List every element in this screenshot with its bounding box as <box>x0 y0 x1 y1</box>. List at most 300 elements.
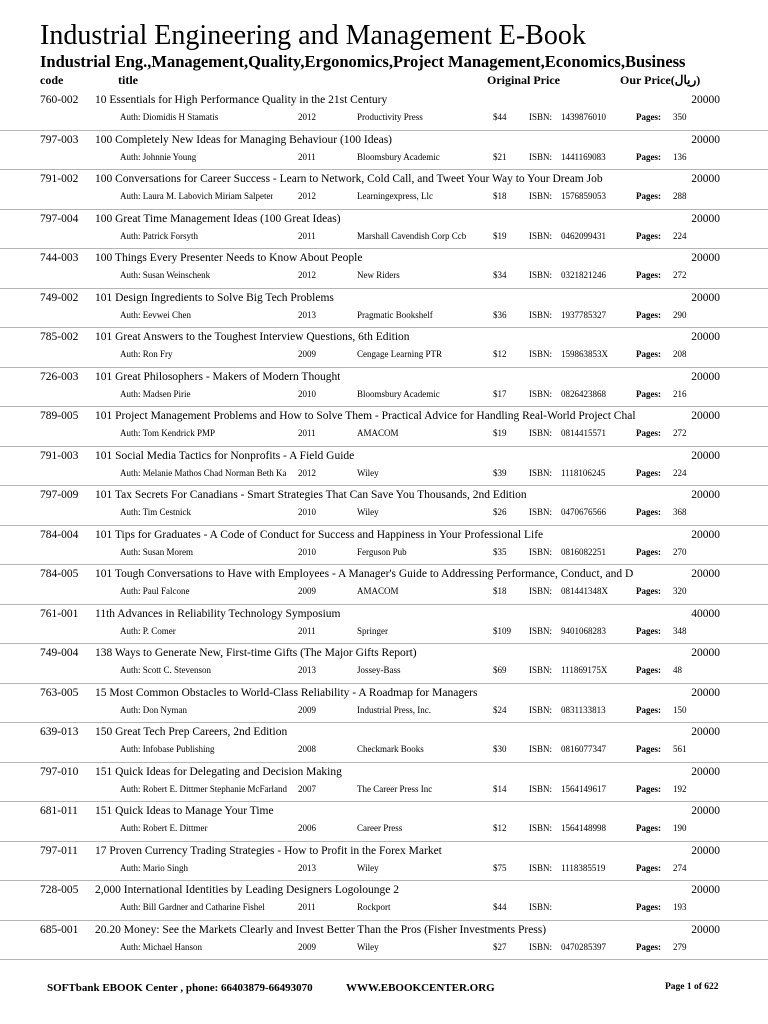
pages-label: Pages: <box>636 941 661 952</box>
book-entry <box>0 328 768 368</box>
footer-page-number: Page 1 of 622 <box>665 982 719 992</box>
auth-label: Auth: <box>120 467 141 478</box>
author-name: Johnnie Young <box>142 151 197 162</box>
isbn-label: ISBN: <box>529 309 553 320</box>
pages-label: Pages: <box>636 665 661 675</box>
book-author <box>120 942 202 952</box>
pages-label: Pages: <box>636 902 661 912</box>
book-entry <box>0 131 768 171</box>
book-entry <box>0 170 768 210</box>
book-publisher: Checkmark Books <box>357 744 424 754</box>
book-title: 11th Advances in Reliability Technology Symposium <box>95 607 341 620</box>
author-name: Melanie Mathos Chad Norman Beth Ka <box>142 467 287 478</box>
pages-label: Pages: <box>636 270 661 280</box>
book-our-price: 20000 <box>691 844 720 857</box>
book-title: 151 Quick Ideas for Delegating and Decision Making <box>95 765 342 778</box>
book-code: 681-011 <box>40 805 78 817</box>
book-code: 761-001 <box>40 607 79 620</box>
auth-label: Auth: <box>120 151 141 162</box>
book-isbn: 0470676566 <box>561 507 606 517</box>
book-year: 2011 <box>298 902 316 912</box>
book-entry <box>0 763 768 803</box>
column-headers <box>0 73 768 89</box>
book-publisher: Rockport <box>357 902 391 912</box>
page-title: Industrial Engineering and Management E-Book <box>40 20 586 51</box>
pages-label: Pages: <box>636 546 661 557</box>
book-title: 101 Design Ingredients to Solve Big Tech Problems <box>95 291 334 304</box>
book-pages: 136 <box>673 151 687 162</box>
book-publisher: Wiley <box>357 862 379 873</box>
book-title: 100 Conversations for Career Success - Learn to Network, Cold Call, and Tweet Your Way to Your Dream Job <box>95 173 603 185</box>
isbn-label: ISBN: <box>529 151 553 162</box>
book-original-price: $12 <box>493 823 507 833</box>
book-author <box>120 112 218 122</box>
book-title: 101 Great Answers to the Toughest Interview Questions, 6th Edition <box>95 331 410 343</box>
book-publisher: Learningexpress, Llc <box>357 191 433 201</box>
author-name: Don Nyman <box>142 704 188 715</box>
book-entry <box>0 644 768 684</box>
book-author <box>120 547 193 557</box>
book-pages: 274 <box>673 862 687 873</box>
book-original-price: $17 <box>493 388 507 399</box>
author-name: Tim Cestnick <box>142 507 192 517</box>
book-entry <box>0 881 768 921</box>
book-publisher: The Career Press Inc <box>357 783 433 794</box>
book-original-price: $39 <box>493 467 507 478</box>
page-subtitle: Industrial Eng.,Management,Quality,Ergonomics,Project Management,Economics,Business <box>40 52 686 71</box>
book-our-price: 20000 <box>691 370 720 383</box>
isbn-label: ISBN: <box>529 428 553 438</box>
book-original-price: $44 <box>493 902 507 912</box>
book-year: 2012 <box>298 467 316 478</box>
book-author <box>120 586 190 596</box>
book-code: 791-003 <box>40 449 79 462</box>
book-publisher: Marshall Cavendish Corp Ccb <box>357 230 467 241</box>
book-original-price: $109 <box>493 625 511 636</box>
book-year: 2010 <box>298 388 316 399</box>
book-isbn: 081441348X <box>561 586 608 596</box>
book-year: 2013 <box>298 665 316 675</box>
book-title: 101 Great Philosophers - Makers of Modern Thought <box>95 370 341 383</box>
book-code: 797-003 <box>40 133 79 146</box>
auth-label: Auth: <box>120 783 141 794</box>
book-entry <box>0 723 768 763</box>
book-title: 17 Proven Currency Trading Strategies - How to Profit in the Forex Market <box>95 844 442 857</box>
pages-label: Pages: <box>636 744 661 754</box>
book-isbn: 1564148998 <box>561 823 606 833</box>
book-code: 791-002 <box>40 173 79 185</box>
book-our-price: 20000 <box>691 923 720 936</box>
book-publisher: Industrial Press, Inc. <box>357 704 431 715</box>
book-code: 639-013 <box>40 726 79 738</box>
auth-label: Auth: <box>120 191 141 201</box>
isbn-label: ISBN: <box>529 507 553 517</box>
book-year: 2009 <box>298 704 316 715</box>
book-code: 728-005 <box>40 884 79 896</box>
book-entry <box>0 921 768 961</box>
book-title: 150 Great Tech Prep Careers, 2nd Edition <box>95 726 288 738</box>
isbn-label: ISBN: <box>529 902 553 912</box>
book-entry <box>0 802 768 842</box>
book-entry <box>0 605 768 645</box>
book-title: 100 Great Time Management Ideas (100 Great Ideas) <box>95 212 341 225</box>
book-our-price: 20000 <box>691 252 720 264</box>
book-year: 2012 <box>298 191 316 201</box>
book-title: 138 Ways to Generate New, First-time Gifts (The Major Gifts Report) <box>95 647 417 659</box>
book-our-price: 20000 <box>691 686 720 699</box>
book-publisher: AMACOM <box>357 586 399 596</box>
book-title: 101 Project Management Problems and How to Solve Them - Practical Advice for Handling Real-World Project Chal <box>95 410 636 422</box>
book-year: 2008 <box>298 744 316 754</box>
pages-label: Pages: <box>636 191 661 201</box>
book-original-price: $75 <box>493 862 507 873</box>
auth-label: Auth: <box>120 230 141 241</box>
author-name: Robert E. Dittmer Stephanie McFarland <box>142 783 287 794</box>
isbn-label: ISBN: <box>529 783 553 794</box>
book-author <box>120 270 210 280</box>
book-publisher: Jossey-Bass <box>357 665 401 675</box>
book-code: 789-005 <box>40 410 79 422</box>
book-title: 101 Social Media Tactics for Nonprofits - A Field Guide <box>95 449 355 462</box>
book-entry <box>0 407 768 447</box>
auth-label: Auth: <box>120 309 141 320</box>
footer-contact: SOFTbank EBOOK Center , phone: 66403879-66493070 <box>47 982 313 994</box>
book-original-price: $36 <box>493 309 507 320</box>
book-author <box>120 310 191 320</box>
book-isbn: 1118106245 <box>561 467 606 478</box>
book-year: 2009 <box>298 941 316 952</box>
book-author <box>120 507 191 517</box>
pages-label: Pages: <box>636 388 661 399</box>
book-author <box>120 744 215 754</box>
book-code: 797-010 <box>40 765 79 778</box>
auth-label: Auth: <box>120 704 141 715</box>
book-isbn: 0826423868 <box>561 388 606 399</box>
column-header-code: code <box>40 73 64 87</box>
book-author <box>120 349 173 359</box>
book-isbn: 0816082251 <box>561 546 606 557</box>
book-title: 101 Tips for Graduates - A Code of Conduct for Success and Happiness in Your Professional Life <box>95 528 544 541</box>
book-author <box>120 152 196 162</box>
book-year: 2013 <box>298 862 316 873</box>
author-name: Paul Falcone <box>142 586 190 596</box>
book-entry <box>0 526 768 566</box>
isbn-label: ISBN: <box>529 704 553 715</box>
auth-label: Auth: <box>120 388 141 399</box>
book-title: 10 Essentials for High Performance Quality in the 21st Century <box>95 94 388 106</box>
book-our-price: 20000 <box>691 212 720 225</box>
book-year: 2011 <box>298 428 316 438</box>
author-name: Susan Morem <box>142 546 194 557</box>
auth-label: Auth: <box>120 112 141 122</box>
book-code: 685-001 <box>40 923 79 936</box>
book-pages: 561 <box>673 744 687 754</box>
pages-label: Pages: <box>636 625 661 636</box>
book-original-price: $19 <box>493 428 507 438</box>
book-author <box>120 665 211 675</box>
isbn-label: ISBN: <box>529 665 553 675</box>
book-pages: 216 <box>673 388 687 399</box>
column-header-title: title <box>118 73 138 87</box>
book-our-price: 20000 <box>691 726 720 738</box>
book-original-price: $30 <box>493 744 507 754</box>
auth-label: Auth: <box>120 823 141 833</box>
book-title: 101 Tough Conversations to Have with Employees - A Manager's Guide to Addressing Performance, Conduct, and D <box>95 568 634 580</box>
book-title: 2,000 International Identities by Leading Designers Logolounge 2 <box>95 884 400 896</box>
book-our-price: 20000 <box>691 884 720 896</box>
book-list <box>0 91 768 960</box>
pages-label: Pages: <box>636 467 661 478</box>
book-code: 749-002 <box>40 291 79 304</box>
book-original-price: $35 <box>493 546 507 557</box>
book-our-price: 20000 <box>691 805 720 817</box>
auth-label: Auth: <box>120 625 141 636</box>
author-name: P. Comer <box>142 625 176 636</box>
book-pages: 192 <box>673 783 687 794</box>
author-name: Susan Weinschenk <box>142 270 211 280</box>
book-entry <box>0 486 768 526</box>
book-entry <box>0 842 768 882</box>
isbn-label: ISBN: <box>529 388 553 399</box>
author-name: Ron Fry <box>142 349 173 359</box>
book-isbn: 1118385519 <box>561 862 606 873</box>
book-year: 2009 <box>298 349 316 359</box>
book-our-price: 20000 <box>691 765 720 778</box>
book-pages: 350 <box>673 112 687 122</box>
pages-label: Pages: <box>636 112 661 122</box>
book-year: 2009 <box>298 586 316 596</box>
book-author <box>120 191 273 201</box>
book-code: 726-003 <box>40 370 79 383</box>
isbn-label: ISBN: <box>529 191 553 201</box>
book-our-price: 20000 <box>691 410 720 422</box>
auth-label: Auth: <box>120 586 141 596</box>
book-year: 2012 <box>298 112 316 122</box>
book-isbn: 1564149617 <box>561 783 606 794</box>
book-title: 101 Tax Secrets For Canadians - Smart Strategies That Can Save You Thousands, 2nd Edition <box>95 489 527 501</box>
book-publisher: Bloomsbury Academic <box>357 151 440 162</box>
book-pages: 272 <box>673 428 687 438</box>
book-author <box>120 389 191 399</box>
auth-label: Auth: <box>120 546 141 557</box>
book-publisher: Wiley <box>357 507 379 517</box>
book-isbn: 0816077347 <box>561 744 606 754</box>
auth-label: Auth: <box>120 862 141 873</box>
book-year: 2007 <box>298 783 316 794</box>
book-code: 797-009 <box>40 489 79 501</box>
book-publisher: Productivity Press <box>357 112 423 122</box>
auth-label: Auth: <box>120 744 141 754</box>
auth-label: Auth: <box>120 349 141 359</box>
book-pages: 320 <box>673 586 687 596</box>
pages-label: Pages: <box>636 309 661 320</box>
author-name: Mario Singh <box>142 862 189 873</box>
book-year: 2013 <box>298 309 316 320</box>
pages-label: Pages: <box>636 151 661 162</box>
book-original-price: $19 <box>493 230 507 241</box>
book-entry <box>0 447 768 487</box>
book-title: 151 Quick Ideas to Manage Your Time <box>95 805 274 817</box>
pages-label: Pages: <box>636 862 661 873</box>
isbn-label: ISBN: <box>529 467 553 478</box>
author-name: Eevwei Chen <box>142 309 191 320</box>
book-year: 2010 <box>298 507 316 517</box>
book-year: 2010 <box>298 546 316 557</box>
column-header-original-price: Original Price <box>487 73 560 87</box>
pages-label: Pages: <box>636 349 661 359</box>
isbn-label: ISBN: <box>529 112 553 122</box>
book-author <box>120 705 187 715</box>
book-pages: 272 <box>673 270 687 280</box>
isbn-label: ISBN: <box>529 941 553 952</box>
book-our-price: 40000 <box>691 607 720 620</box>
author-name: Michael Hanson <box>142 941 202 952</box>
book-title: 100 Completely New Ideas for Managing Behaviour (100 Ideas) <box>95 133 393 146</box>
author-name: Patrick Forsyth <box>142 230 199 241</box>
book-our-price: 20000 <box>691 528 720 541</box>
pages-label: Pages: <box>636 230 661 241</box>
book-pages: 348 <box>673 625 687 636</box>
book-year: 2012 <box>298 270 316 280</box>
book-pages: 190 <box>673 823 687 833</box>
book-isbn: 1937785327 <box>561 309 606 320</box>
book-code: 784-005 <box>40 568 79 580</box>
pages-label: Pages: <box>636 586 661 596</box>
book-original-price: $34 <box>493 270 507 280</box>
author-name: Bill Gardner and Catharine Fishel <box>142 902 265 912</box>
auth-label: Auth: <box>120 902 141 912</box>
isbn-label: ISBN: <box>529 625 553 636</box>
book-entry <box>0 368 768 408</box>
book-entry <box>0 289 768 329</box>
book-pages: 288 <box>673 191 687 201</box>
book-publisher: Wiley <box>357 941 379 952</box>
book-isbn: 0814415571 <box>561 428 606 438</box>
auth-label: Auth: <box>120 507 141 517</box>
book-author <box>120 902 265 912</box>
book-author <box>120 626 176 636</box>
book-pages: 208 <box>673 349 687 359</box>
book-code: 784-004 <box>40 528 79 541</box>
isbn-label: ISBN: <box>529 230 553 241</box>
book-original-price: $69 <box>493 665 507 675</box>
book-isbn: 0470285397 <box>561 941 606 952</box>
book-title: 15 Most Common Obstacles to World-Class Reliability - A Roadmap for Managers <box>95 686 478 699</box>
book-original-price: $14 <box>493 783 507 794</box>
book-title: 20.20 Money: See the Markets Clearly and Invest Better Than the Pros (Fisher Investments Press) <box>95 923 547 936</box>
isbn-label: ISBN: <box>529 349 553 359</box>
book-publisher: Pragmatic Bookshelf <box>357 309 433 320</box>
book-pages: 368 <box>673 507 687 517</box>
book-our-price: 20000 <box>691 568 720 580</box>
book-our-price: 20000 <box>691 647 720 659</box>
book-entry <box>0 249 768 289</box>
author-name: Diomidis H Stamatis <box>142 112 219 122</box>
author-name: Scott C. Stevenson <box>142 665 212 675</box>
isbn-label: ISBN: <box>529 546 553 557</box>
book-our-price: 20000 <box>691 489 720 501</box>
isbn-label: ISBN: <box>529 744 553 754</box>
book-year: 2011 <box>298 230 316 241</box>
book-original-price: $21 <box>493 151 507 162</box>
book-our-price: 20000 <box>691 291 720 304</box>
book-entry <box>0 684 768 724</box>
book-publisher: Bloomsbury Academic <box>357 388 440 399</box>
book-original-price: $44 <box>493 112 507 122</box>
book-original-price: $27 <box>493 941 507 952</box>
author-name: Laura M. Labovich Miriam Salpeter <box>142 191 274 201</box>
book-original-price: $12 <box>493 349 507 359</box>
footer-website[interactable]: WWW.EBOOKCENTER.ORG <box>346 982 495 994</box>
book-isbn: 1439876010 <box>561 112 606 122</box>
book-publisher: AMACOM <box>357 428 399 438</box>
pages-label: Pages: <box>636 783 661 794</box>
book-code: 797-011 <box>40 844 78 857</box>
book-pages: 224 <box>673 230 687 241</box>
book-our-price: 20000 <box>691 331 720 343</box>
book-pages: 224 <box>673 467 687 478</box>
book-isbn: 0831133813 <box>561 704 606 715</box>
book-original-price: $26 <box>493 507 507 517</box>
book-entry <box>0 565 768 605</box>
book-entry <box>0 91 768 131</box>
book-original-price: $18 <box>493 586 507 596</box>
book-pages: 270 <box>673 546 687 557</box>
book-original-price: $24 <box>493 704 507 715</box>
book-pages: 48 <box>673 665 682 675</box>
pages-label: Pages: <box>636 507 661 517</box>
book-isbn: 9401068283 <box>561 625 606 636</box>
book-year: 2011 <box>298 151 316 162</box>
book-publisher: Cengage Learning PTR <box>357 349 442 359</box>
pages-label: Pages: <box>636 704 661 715</box>
book-isbn: 0321821246 <box>561 270 606 280</box>
pages-label: Pages: <box>636 823 661 833</box>
author-name: Robert E. Dittmer <box>142 823 208 833</box>
book-isbn: 159863853X <box>561 349 608 359</box>
book-publisher: Springer <box>357 625 388 636</box>
book-code: 797-004 <box>40 212 79 225</box>
author-name: Madsen Pirie <box>142 388 191 399</box>
auth-label: Auth: <box>120 941 141 952</box>
book-author <box>120 863 188 873</box>
book-publisher: Ferguson Pub <box>357 546 407 557</box>
book-year: 2011 <box>298 625 316 636</box>
author-name: Tom Kendrick PMP <box>142 428 215 438</box>
book-pages: 290 <box>673 309 687 320</box>
book-publisher: New Riders <box>357 270 400 280</box>
book-year: 2006 <box>298 823 316 833</box>
book-code: 744-003 <box>40 252 79 264</box>
book-author <box>120 784 287 794</box>
book-author <box>120 231 198 241</box>
book-code: 763-005 <box>40 686 79 699</box>
book-code: 785-002 <box>40 331 79 343</box>
isbn-label: ISBN: <box>529 823 553 833</box>
book-author <box>120 468 286 478</box>
pages-label: Pages: <box>636 428 661 438</box>
book-pages: 150 <box>673 704 687 715</box>
book-our-price: 20000 <box>691 133 720 146</box>
isbn-label: ISBN: <box>529 862 553 873</box>
book-pages: 279 <box>673 941 687 952</box>
isbn-label: ISBN: <box>529 586 553 596</box>
book-pages: 193 <box>673 902 687 912</box>
book-isbn: 1576859053 <box>561 191 606 201</box>
auth-label: Auth: <box>120 270 141 280</box>
book-publisher: Wiley <box>357 467 379 478</box>
author-name: Infobase Publishing <box>142 744 215 754</box>
